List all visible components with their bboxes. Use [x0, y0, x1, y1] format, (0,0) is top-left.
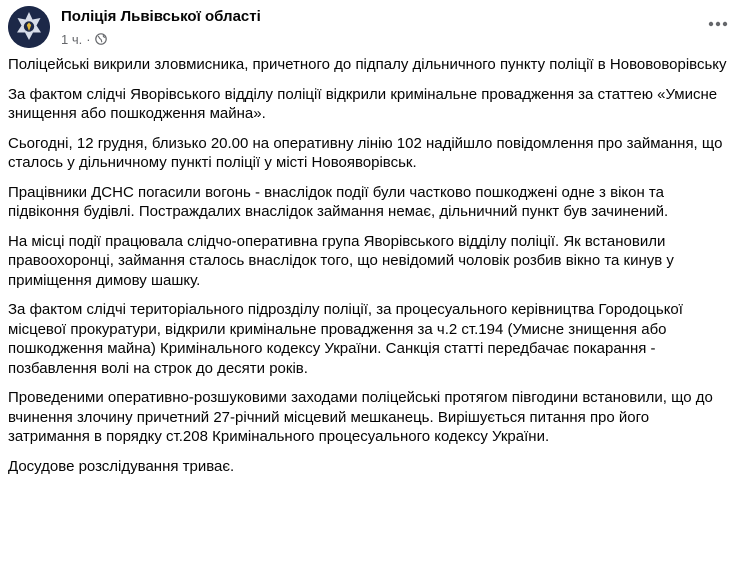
post-meta	[61, 31, 107, 47]
post-body	[8, 55, 734, 486]
police-star-icon	[8, 6, 50, 48]
post-time[interactable]: 1 ч.	[61, 31, 83, 47]
post-header	[8, 6, 734, 54]
post-paragraph: За фактом слідчі територіального підрозділу поліції, за процесуального керівництва Городоцької місцевої прокуратури, відкрили кримінальне провадження за ч.2 ст.194 (Умисне знищення або пошкодження майна) Кримінального кодексу України. Санкція статті передбачає покарання - позбавлення волі на строк до десяти років.	[8, 301, 683, 377]
globe-icon[interactable]	[95, 33, 107, 45]
post-paragraph: Досудове розслідування триває.	[8, 457, 235, 475]
post-paragraph: За фактом слідчі Яворівського відділу поліції відкрили кримінальне провадження за статтею «Умисне знищення або пошкодження майна».	[8, 85, 718, 122]
post-paragraph: Сьогодні, 12 грудня, близько 20.00 на оперативну лінію 102 надійшло повідомлення про займання, що сталось у дільничному пункті поліції у місті Новояворівськ.	[8, 134, 723, 171]
post-paragraph: Працівники ДСНС погасили вогонь - внаслідок події були частково пошкоджені одне з вікон та підвіконня будівлі. Постраждалих внаслідок займання немає, дільничний пункт був зачинений.	[8, 183, 669, 220]
avatar[interactable]	[8, 6, 50, 48]
more-options-button[interactable]	[706, 16, 730, 32]
post-paragraph: Поліцейські викрили зловмисника, причетного до підпалу дільничного пункту поліції в Новововорівську	[8, 56, 727, 73]
post-paragraph: Проведеними оперативно-розшуковими заходами поліцейські протягом півгодини встановили, що до вчинення злочину причетний 27-річний місцевий мешканець. Вирішується питання про його затримання в порядку ст.208 Кримінального процесуального кодексу України.	[8, 389, 713, 445]
post-paragraph: На місці події працювала слідчо-оперативна група Яворівського відділу поліції. Як встановили правоохоронці, займання сталось внаслідок того, що невідомий чоловік розбив вікно та кинув у приміщення димову шашку.	[8, 232, 674, 289]
more-dots-icon	[708, 21, 728, 27]
page-name[interactable]: Поліція Львівської області	[61, 8, 261, 25]
meta-separator: ·	[86, 31, 91, 47]
